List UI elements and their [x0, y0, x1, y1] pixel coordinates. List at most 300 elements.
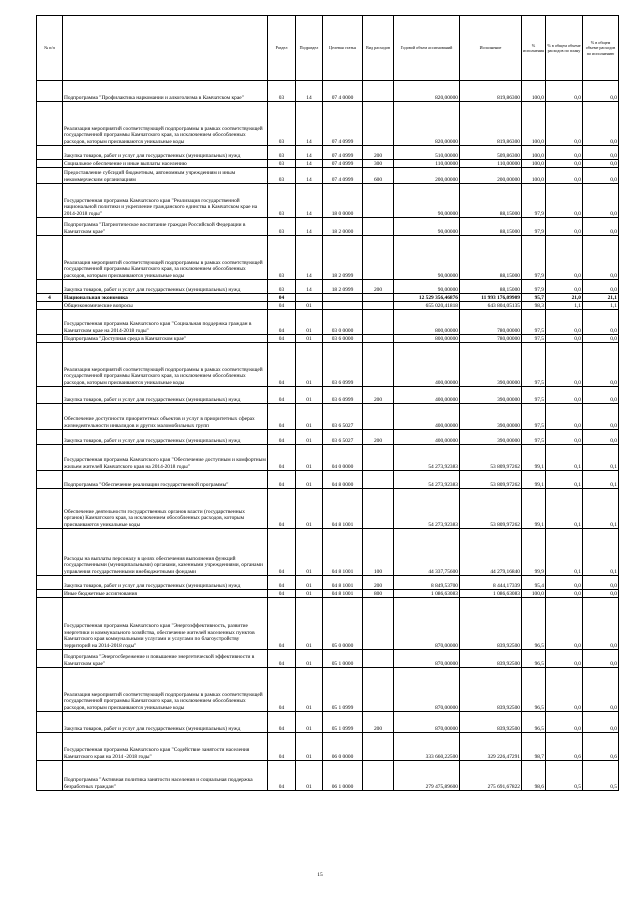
row-razdel: 03 — [268, 236, 296, 280]
row-razdel: 03 — [268, 146, 296, 160]
row-podrazdel: 14 — [296, 160, 323, 168]
row-name: Подпрограмма "Патриотическое воспитание граждан Российской Федерации в Камчатском крае" — [63, 218, 268, 236]
row-target-article: 05 0 0000 — [323, 598, 363, 650]
row-expense-type — [363, 668, 394, 712]
row-razdel: 04 — [268, 733, 296, 761]
row-razdel: 03 — [268, 81, 296, 102]
row-expense-type — [363, 489, 394, 529]
row-share-execution: 1,1 — [583, 302, 619, 310]
row-execution: 839,92500 — [460, 712, 522, 733]
row-podrazdel: 01 — [296, 310, 323, 335]
row-annual-plan: 820,00000 — [394, 81, 460, 102]
row-razdel: 04 — [268, 471, 296, 489]
row-number — [37, 761, 63, 791]
row-annual-plan: 870,00000 — [394, 712, 460, 733]
row-execution-percent: 95,7 — [522, 294, 546, 302]
row-execution-percent: 97,9 — [522, 184, 546, 218]
row-podrazdel: 01 — [296, 430, 323, 445]
row-podrazdel: 01 — [296, 576, 323, 590]
row-execution: 88,15000 — [460, 184, 522, 218]
row-share-plan: 0,1 — [546, 445, 583, 471]
row-name: Подпрограмма "Профилактика наркомании и алкоголизма в Камчатском крае" — [63, 81, 268, 102]
row-razdel: 04 — [268, 590, 296, 598]
row-expense-type — [363, 236, 394, 280]
row-share-execution: 0,0 — [583, 668, 619, 712]
row-name: Государственная программа Камчатского края "Реализация государственной национальной политики и укрепление гражданского единства в Камчатском крае на 2014-2018 годы" — [63, 184, 268, 218]
header-share-execution: % в общем объеме расходов по исполнению — [583, 16, 619, 81]
table-row — [37, 184, 619, 218]
row-execution-percent: 96,5 — [522, 650, 546, 668]
row-execution: 88,15000 — [460, 236, 522, 280]
table-row — [37, 529, 619, 576]
row-name: Закупка товаров, работ и услуг для государственных (муниципальных) нужд — [63, 430, 268, 445]
row-razdel: 04 — [268, 529, 296, 576]
row-target-article: 07 4 0999 — [323, 146, 363, 160]
row-execution-percent: 98,3 — [522, 302, 546, 310]
row-expense-type — [363, 335, 394, 343]
row-number — [37, 712, 63, 733]
row-number — [37, 102, 63, 146]
row-podrazdel: 01 — [296, 489, 323, 529]
row-number — [37, 598, 63, 650]
row-expense-type: 200 — [363, 280, 394, 294]
row-execution-percent: 99,1 — [522, 445, 546, 471]
row-target-article: 04 8 1001 — [323, 529, 363, 576]
row-name: Расходы на выплаты персоналу в целях обеспечения выполнения функций государственными (муниципальными) органами, казенными учреждениями, органами управления государственными внебюджетными фондами — [63, 529, 268, 576]
row-name: Обеспечение деятельности государственных органов власти (государственных органов) Камчатского края, за исключением обособленных расходов, которым присваиваются уникальные коды — [63, 489, 268, 529]
table-row — [37, 218, 619, 236]
row-execution-percent: 96,5 — [522, 668, 546, 712]
row-name: Закупка товаров, работ и услуг для государственных (муниципальных) нужд — [63, 576, 268, 590]
row-execution-percent: 96,5 — [522, 712, 546, 733]
row-number — [37, 576, 63, 590]
row-razdel: 03 — [268, 102, 296, 146]
row-number — [37, 168, 63, 184]
row-execution-percent: 100,0 — [522, 81, 546, 102]
row-razdel: 03 — [268, 160, 296, 168]
row-target-article: 04 8 0000 — [323, 471, 363, 489]
header-target-article: Целевая статья — [323, 16, 363, 81]
row-annual-plan: 110,00000 — [394, 160, 460, 168]
row-target-article — [323, 294, 363, 302]
header-execution-percent: % исполнения — [522, 16, 546, 81]
row-execution: 839,92500 — [460, 598, 522, 650]
table-row — [37, 160, 619, 168]
row-podrazdel: 01 — [296, 471, 323, 489]
row-podrazdel: 14 — [296, 102, 323, 146]
row-razdel: 04 — [268, 430, 296, 445]
table-row — [37, 590, 619, 598]
row-name: Реализация мероприятий соответствующей подпрограммы в рамках соответствующей государственной программы Камчатского края, за исключением обособленных расходов, которым присваиваются уникальные коды — [63, 668, 268, 712]
header-annual-plan: Годовой объем ассигнований — [394, 16, 460, 81]
row-number — [37, 335, 63, 343]
row-target-article: 05 1 0999 — [323, 668, 363, 712]
row-podrazdel: 01 — [296, 761, 323, 791]
row-podrazdel: 01 — [296, 590, 323, 598]
row-annual-plan: 510,00000 — [394, 146, 460, 160]
row-number — [37, 160, 63, 168]
row-expense-type — [363, 650, 394, 668]
row-share-plan: 0,0 — [546, 404, 583, 430]
header-name — [63, 16, 268, 81]
row-expense-type — [363, 761, 394, 791]
row-share-plan: 0,5 — [546, 761, 583, 791]
row-share-execution: 0,0 — [583, 335, 619, 343]
row-execution-percent: 95,4 — [522, 576, 546, 590]
table-row — [37, 236, 619, 280]
row-podrazdel: 01 — [296, 335, 323, 343]
row-share-execution: 0,0 — [583, 712, 619, 733]
budget-table-sheet — [36, 15, 618, 791]
row-name: Государственная программа Камчатского края "Социальная поддержка граждан в Камчатском крае на 2014-2018 годы" — [63, 310, 268, 335]
header-share-plan: % в общем объеме расходов по плану — [546, 16, 583, 81]
budget-execution-table — [36, 15, 619, 791]
row-share-execution: 0,0 — [583, 404, 619, 430]
row-annual-plan: 800,00000 — [394, 310, 460, 335]
row-razdel: 03 — [268, 218, 296, 236]
row-razdel: 04 — [268, 294, 296, 302]
row-target-article: 06 1 0000 — [323, 761, 363, 791]
row-annual-plan: 90,00000 — [394, 236, 460, 280]
row-razdel: 04 — [268, 761, 296, 791]
row-share-execution: 0,0 — [583, 387, 619, 404]
row-execution: 329 226,47291 — [460, 733, 522, 761]
table-row — [37, 733, 619, 761]
row-execution: 200,00000 — [460, 168, 522, 184]
table-row — [37, 387, 619, 404]
row-name: Социальное обеспечение и иные выплаты населению — [63, 160, 268, 168]
row-execution: 53 809,97262 — [460, 471, 522, 489]
row-annual-plan: 90,00000 — [394, 280, 460, 294]
row-expense-type — [363, 294, 394, 302]
row-name: Подпрограмма "Энергосбережение и повышение энергетической эффективности в Камчатском крае" — [63, 650, 268, 668]
row-share-execution: 0,0 — [583, 598, 619, 650]
row-number: 4 — [37, 294, 63, 302]
row-podrazdel: 01 — [296, 387, 323, 404]
row-share-execution: 0,0 — [583, 590, 619, 598]
row-name: Реализация мероприятий соответствующей подпрограммы в рамках соответствующей государственной программы Камчатского края, за исключением обособленных расходов, которым присваиваются уникальные коды — [63, 236, 268, 280]
row-razdel: 04 — [268, 489, 296, 529]
row-share-execution: 0,0 — [583, 280, 619, 294]
row-expense-type — [363, 404, 394, 430]
row-expense-type: 300 — [363, 160, 394, 168]
row-number — [37, 387, 63, 404]
row-annual-plan: 400,00000 — [394, 430, 460, 445]
table-row — [37, 168, 619, 184]
row-name: Закупка товаров, работ и услуг для государственных (муниципальных) нужд — [63, 280, 268, 294]
row-podrazdel: 01 — [296, 445, 323, 471]
row-share-plan: 0,0 — [546, 668, 583, 712]
row-number — [37, 650, 63, 668]
row-expense-type — [363, 102, 394, 146]
row-expense-type: 200 — [363, 387, 394, 404]
header-podrazdel: Подраздел — [296, 16, 323, 81]
row-name: Государственная программа Камчатского края "Обеспечение доступным и комфортным жильем жителей Камчатского края на 2014-2018 годы" — [63, 445, 268, 471]
row-execution: 780,00000 — [460, 335, 522, 343]
row-expense-type — [363, 310, 394, 335]
row-number — [37, 81, 63, 102]
row-share-plan: 0,0 — [546, 184, 583, 218]
table-row — [37, 598, 619, 650]
row-share-execution: 0,0 — [583, 576, 619, 590]
row-execution: 643 804,05135 — [460, 302, 522, 310]
table-row — [37, 310, 619, 335]
row-number — [37, 404, 63, 430]
row-expense-type — [363, 184, 394, 218]
row-share-plan: 0,0 — [546, 168, 583, 184]
table-row — [37, 102, 619, 146]
row-annual-plan: 800,00000 — [394, 335, 460, 343]
row-target-article: 03 0 0000 — [323, 310, 363, 335]
table-row — [37, 294, 619, 302]
row-execution: 839,92500 — [460, 668, 522, 712]
row-podrazdel: 14 — [296, 218, 323, 236]
row-execution: 275 691,67822 — [460, 761, 522, 791]
row-share-plan: 0,0 — [546, 576, 583, 590]
row-name: Закупка товаров, работ и услуг для государственных (муниципальных) нужд — [63, 146, 268, 160]
row-annual-plan: 200,00000 — [394, 168, 460, 184]
header-razdel: Раздел — [268, 16, 296, 81]
row-share-execution: 0,0 — [583, 184, 619, 218]
row-name: Подпрограмма "Доступная среда в Камчатском крае" — [63, 335, 268, 343]
row-share-execution: 0,0 — [583, 146, 619, 160]
row-share-execution: 0,0 — [583, 430, 619, 445]
row-share-plan: 0,0 — [546, 430, 583, 445]
row-execution-percent: 100,0 — [522, 168, 546, 184]
row-execution: 819,86300 — [460, 102, 522, 146]
row-execution-percent: 100,0 — [522, 146, 546, 160]
row-share-execution: 0,1 — [583, 445, 619, 471]
row-name: Подпрограмма "Активная политика занятости населения и социальная поддержка безработных граждан" — [63, 761, 268, 791]
row-execution: 390,00000 — [460, 387, 522, 404]
row-annual-plan: 870,00000 — [394, 598, 460, 650]
row-razdel: 04 — [268, 445, 296, 471]
row-name: Национальная экономика — [63, 294, 268, 302]
row-share-execution: 0,6 — [583, 733, 619, 761]
row-target-article: 03 6 5027 — [323, 430, 363, 445]
row-execution: 11 993 176,09909 — [460, 294, 522, 302]
row-execution-percent: 97,9 — [522, 280, 546, 294]
row-expense-type — [363, 302, 394, 310]
row-annual-plan: 90,00000 — [394, 184, 460, 218]
row-podrazdel: 14 — [296, 280, 323, 294]
row-share-plan: 1,1 — [546, 302, 583, 310]
row-annual-plan: 44 337,75600 — [394, 529, 460, 576]
row-share-execution: 0,0 — [583, 236, 619, 280]
row-razdel: 03 — [268, 280, 296, 294]
row-razdel: 03 — [268, 184, 296, 218]
row-expense-type — [363, 733, 394, 761]
table-row — [37, 404, 619, 430]
row-name: Иные бюджетные ассигнования — [63, 590, 268, 598]
row-execution-percent: 97,9 — [522, 218, 546, 236]
row-execution-percent: 98,7 — [522, 733, 546, 761]
row-annual-plan: 333 660,22500 — [394, 733, 460, 761]
row-execution-percent: 100,0 — [522, 160, 546, 168]
row-target-article: 07 4 0999 — [323, 168, 363, 184]
table-row — [37, 146, 619, 160]
row-razdel: 04 — [268, 668, 296, 712]
row-share-plan: 0,0 — [546, 160, 583, 168]
row-target-article: 06 0 0000 — [323, 733, 363, 761]
row-target-article: 18 2 0999 — [323, 236, 363, 280]
row-execution: 53 809,97262 — [460, 445, 522, 471]
row-target-article: 18 2 0000 — [323, 218, 363, 236]
table-row — [37, 280, 619, 294]
row-execution: 88,15000 — [460, 280, 522, 294]
row-execution: 53 809,97262 — [460, 489, 522, 529]
row-expense-type: 200 — [363, 430, 394, 445]
row-annual-plan: 54 273,92383 — [394, 471, 460, 489]
row-share-plan: 0,0 — [546, 387, 583, 404]
row-number — [37, 280, 63, 294]
row-share-plan: 0,0 — [546, 146, 583, 160]
row-target-article: 18 0 0000 — [323, 184, 363, 218]
row-number — [37, 146, 63, 160]
row-execution-percent: 99,1 — [522, 489, 546, 529]
table-row — [37, 489, 619, 529]
row-number — [37, 310, 63, 335]
row-share-execution: 0,0 — [583, 310, 619, 335]
row-name: Государственная программа Камчатского края "Энергоэффективность, развитие энергетики и коммунального хозяйства, обеспечение жителей населенных пунктов Камчатского края коммунальными услугами и услугами по благоустройству территорий на 2014-2018 годы" — [63, 598, 268, 650]
row-annual-plan: 279 475,89600 — [394, 761, 460, 791]
row-target-article: 18 2 0999 — [323, 280, 363, 294]
row-razdel: 04 — [268, 712, 296, 733]
row-share-plan: 21,0 — [546, 294, 583, 302]
row-execution: 390,00000 — [460, 404, 522, 430]
row-execution: 819,86300 — [460, 81, 522, 102]
row-expense-type: 200 — [363, 712, 394, 733]
row-execution-percent: 97,5 — [522, 310, 546, 335]
row-annual-plan: 54 273,92383 — [394, 445, 460, 471]
row-target-article: 04 8 1001 — [323, 489, 363, 529]
row-podrazdel: 01 — [296, 733, 323, 761]
row-podrazdel: 01 — [296, 598, 323, 650]
row-expense-type — [363, 343, 394, 387]
row-razdel: 04 — [268, 310, 296, 335]
row-podrazdel: 01 — [296, 343, 323, 387]
row-expense-type — [363, 445, 394, 471]
row-share-execution: 0,0 — [583, 102, 619, 146]
table-row — [37, 81, 619, 102]
row-target-article: 05 1 0000 — [323, 650, 363, 668]
table-row — [37, 343, 619, 387]
row-podrazdel — [296, 294, 323, 302]
row-target-article: 05 1 0999 — [323, 712, 363, 733]
row-expense-type — [363, 218, 394, 236]
row-annual-plan: 90,00000 — [394, 218, 460, 236]
row-share-execution: 0,0 — [583, 650, 619, 668]
row-podrazdel: 01 — [296, 302, 323, 310]
row-podrazdel: 01 — [296, 650, 323, 668]
row-expense-type: 200 — [363, 576, 394, 590]
row-number — [37, 184, 63, 218]
row-share-execution: 0,1 — [583, 529, 619, 576]
row-execution: 509,86300 — [460, 146, 522, 160]
row-name: Закупка товаров, работ и услуг для государственных (муниципальных) нужд — [63, 712, 268, 733]
row-execution-percent: 100,0 — [522, 102, 546, 146]
row-share-execution: 0,1 — [583, 489, 619, 529]
row-share-plan: 0,1 — [546, 489, 583, 529]
table-header — [37, 16, 619, 81]
row-podrazdel: 14 — [296, 168, 323, 184]
row-number — [37, 733, 63, 761]
row-target-article: 04 8 1001 — [323, 576, 363, 590]
table-row — [37, 302, 619, 310]
row-name: Реализация мероприятий соответствующей подпрограммы в рамках соответствующей государственной программы Камчатского края, за исключением обособленных расходов, которым присваиваются уникальные коды — [63, 343, 268, 387]
row-share-execution: 0,0 — [583, 81, 619, 102]
table-row — [37, 335, 619, 343]
row-target-article: 04 0 0000 — [323, 445, 363, 471]
row-execution-percent: 97,9 — [522, 236, 546, 280]
row-execution-percent: 97,5 — [522, 404, 546, 430]
row-name: Закупка товаров, работ и услуг для государственных (муниципальных) нужд — [63, 387, 268, 404]
row-podrazdel: 01 — [296, 529, 323, 576]
row-target-article: 04 8 1001 — [323, 590, 363, 598]
row-share-plan: 0,1 — [546, 471, 583, 489]
row-execution-percent: 100,0 — [522, 590, 546, 598]
table-body — [37, 81, 619, 791]
row-target-article: 03 6 5027 — [323, 404, 363, 430]
row-number — [37, 236, 63, 280]
header-expense-type: Вид расходов — [363, 16, 394, 81]
row-number — [37, 430, 63, 445]
row-razdel: 04 — [268, 387, 296, 404]
row-share-plan: 0,0 — [546, 280, 583, 294]
row-expense-type: 600 — [363, 168, 394, 184]
row-annual-plan: 400,00000 — [394, 404, 460, 430]
row-share-plan: 0,0 — [546, 650, 583, 668]
row-share-plan: 0,0 — [546, 102, 583, 146]
table-row — [37, 576, 619, 590]
row-annual-plan: 400,00000 — [394, 343, 460, 387]
table-row — [37, 761, 619, 791]
table-row — [37, 430, 619, 445]
row-share-plan: 0,0 — [546, 712, 583, 733]
table-row — [37, 471, 619, 489]
row-share-plan: 0,0 — [546, 81, 583, 102]
row-execution: 390,00000 — [460, 430, 522, 445]
row-number — [37, 489, 63, 529]
row-razdel: 04 — [268, 598, 296, 650]
row-name: Государственная программа Камчатского края "Содействие занятости населения Камчатского края на 2014 -2018 годы" — [63, 733, 268, 761]
row-execution-percent: 97,5 — [522, 387, 546, 404]
row-number — [37, 445, 63, 471]
row-share-plan: 0,0 — [546, 343, 583, 387]
row-razdel: 04 — [268, 335, 296, 343]
row-execution-percent: 97,5 — [522, 343, 546, 387]
row-expense-type — [363, 471, 394, 489]
row-number — [37, 590, 63, 598]
header-execution: Исполнение — [460, 16, 522, 81]
row-share-plan: 0,0 — [546, 218, 583, 236]
row-share-execution: 0,1 — [583, 471, 619, 489]
row-execution: 839,92500 — [460, 650, 522, 668]
row-annual-plan: 1 086,63083 — [394, 590, 460, 598]
row-podrazdel: 14 — [296, 81, 323, 102]
row-annual-plan: 8 849,53700 — [394, 576, 460, 590]
row-target-article: 07 4 0999 — [323, 160, 363, 168]
row-share-execution: 0,0 — [583, 343, 619, 387]
row-execution: 8 444,17339 — [460, 576, 522, 590]
row-execution: 44 279,16840 — [460, 529, 522, 576]
row-share-plan: 0,0 — [546, 590, 583, 598]
row-share-execution: 0,0 — [583, 168, 619, 184]
row-name: Общеэкономические вопросы — [63, 302, 268, 310]
row-podrazdel: 01 — [296, 668, 323, 712]
row-expense-type — [363, 81, 394, 102]
row-podrazdel: 14 — [296, 184, 323, 218]
